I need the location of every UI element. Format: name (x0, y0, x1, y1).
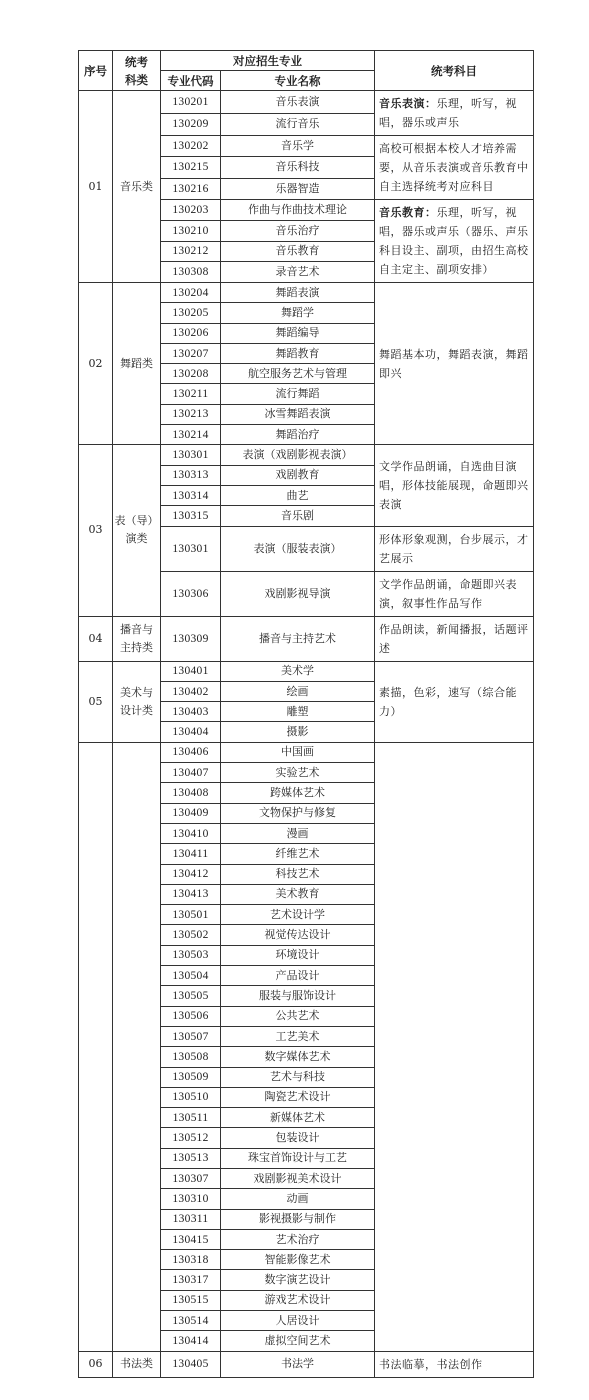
major-name: 音乐教育 (221, 241, 375, 262)
subjects-text: 形体形象观测，台步展示，才艺展示 (379, 532, 529, 565)
major-name: 包装设计 (221, 1128, 375, 1148)
major-name: 虚拟空间艺术 (221, 1331, 375, 1351)
subjects-cell (375, 661, 534, 742)
major-code: 130301 (161, 445, 221, 465)
seq-cell: 06 (79, 1351, 113, 1377)
subjects-cell (375, 200, 534, 283)
major-code: 130208 (161, 364, 221, 384)
seq-cell: 05 (79, 661, 113, 742)
major-name: 服装与服饰设计 (221, 986, 375, 1006)
major-name: 音乐表演 (221, 91, 375, 114)
category-cell (113, 91, 161, 283)
major-name: 跨媒体艺术 (221, 783, 375, 803)
major-name: 人居设计 (221, 1311, 375, 1331)
major-code: 130505 (161, 986, 221, 1006)
major-code: 130201 (161, 91, 221, 114)
category-line: 美术与 (120, 685, 153, 699)
category-line: 设计类 (120, 703, 153, 717)
subjects-cell (375, 526, 534, 571)
category-cell (113, 283, 161, 445)
major-name: 艺术设计学 (221, 905, 375, 925)
major-code: 130214 (161, 425, 221, 445)
major-name: 艺术治疗 (221, 1229, 375, 1249)
major-code: 130405 (161, 1351, 221, 1377)
major-code: 130309 (161, 616, 221, 661)
major-code: 130414 (161, 1331, 221, 1351)
subjects-cell (375, 571, 534, 616)
subjects-bold-label: 音乐教育： (379, 206, 437, 219)
major-code: 130413 (161, 884, 221, 904)
major-name: 美术学 (221, 661, 375, 681)
major-name: 作曲与作曲技术理论 (221, 200, 375, 221)
major-code: 130212 (161, 241, 221, 262)
major-name: 新媒体艺术 (221, 1108, 375, 1128)
major-name: 纤维艺术 (221, 844, 375, 864)
category-line: 演类 (125, 532, 148, 546)
header-category (113, 51, 161, 91)
major-name: 绘画 (221, 681, 375, 701)
major-code: 130514 (161, 1311, 221, 1331)
table-row (79, 91, 534, 114)
subjects-text: 文学作品朗诵，自选曲目演唱，形体技能展现，命题即兴表演 (379, 459, 529, 511)
major-code: 130504 (161, 966, 221, 986)
category-line: 表（导） (114, 514, 159, 528)
major-code: 130318 (161, 1250, 221, 1270)
subjects-cell (375, 91, 534, 136)
subjects-text: 作品朗读，新闻播报，话题评述 (379, 622, 529, 655)
seq-cell: 02 (79, 283, 113, 445)
table-row (79, 1351, 534, 1377)
major-name: 游戏艺术设计 (221, 1290, 375, 1310)
major-code: 130216 (161, 178, 221, 199)
major-code: 130412 (161, 864, 221, 884)
major-code: 130404 (161, 722, 221, 742)
major-name: 舞蹈教育 (221, 343, 375, 363)
major-name: 数字演艺设计 (221, 1270, 375, 1290)
major-name: 产品设计 (221, 966, 375, 986)
major-name: 艺术与科技 (221, 1067, 375, 1087)
header-category-line2: 科类 (125, 72, 148, 87)
major-code: 130411 (161, 844, 221, 864)
major-code: 130313 (161, 465, 221, 485)
major-name: 动画 (221, 1189, 375, 1209)
subjects-text: 文学作品朗诵，命题即兴表演，叙事性作品写作 (379, 577, 517, 610)
table-body (79, 91, 534, 1378)
major-name: 环境设计 (221, 945, 375, 965)
major-code: 130409 (161, 803, 221, 823)
subjects-cell (375, 445, 534, 526)
major-name: 音乐学 (221, 136, 375, 157)
major-name: 戏剧影视美术设计 (221, 1168, 375, 1188)
major-name: 陶瓷艺术设计 (221, 1087, 375, 1107)
major-name: 戏剧影视导演 (221, 571, 375, 616)
category-line: 主持类 (120, 640, 153, 654)
major-code: 130202 (161, 136, 221, 157)
major-name: 音乐剧 (221, 506, 375, 526)
major-code: 130406 (161, 742, 221, 762)
major-code: 130502 (161, 925, 221, 945)
major-code: 130215 (161, 157, 221, 178)
major-name: 实验艺术 (221, 763, 375, 783)
major-name: 舞蹈学 (221, 303, 375, 323)
major-name: 录音艺术 (221, 262, 375, 283)
major-code: 130209 (161, 113, 221, 136)
subjects-cell (375, 283, 534, 445)
category-line: 书法类 (120, 1357, 153, 1371)
table-row (79, 742, 534, 762)
major-code: 130509 (161, 1067, 221, 1087)
major-name: 书法学 (221, 1351, 375, 1377)
table-row (79, 616, 534, 661)
major-code: 130205 (161, 303, 221, 323)
seq-cell: 01 (79, 91, 113, 283)
seq-cell-empty (79, 742, 113, 1351)
major-name: 流行音乐 (221, 113, 375, 136)
subjects-bold-label: 音乐表演： (379, 97, 437, 110)
header-seq: 序号 (79, 51, 113, 91)
category-cell (113, 445, 161, 616)
category-line: 音乐类 (120, 179, 153, 193)
major-name: 公共艺术 (221, 1006, 375, 1026)
major-name: 播音与主持艺术 (221, 616, 375, 661)
subjects-cell-empty (375, 742, 534, 1351)
major-code: 130314 (161, 485, 221, 505)
major-name: 智能影像艺术 (221, 1250, 375, 1270)
major-name: 科技艺术 (221, 864, 375, 884)
category-cell (113, 616, 161, 661)
major-code: 130315 (161, 506, 221, 526)
major-code: 130213 (161, 404, 221, 424)
major-code: 130307 (161, 1168, 221, 1188)
subjects-text: 素描，色彩，速写（综合能力） (379, 685, 517, 718)
major-name: 漫画 (221, 823, 375, 843)
major-code: 130415 (161, 1229, 221, 1249)
major-name: 音乐科技 (221, 157, 375, 178)
major-code: 130401 (161, 661, 221, 681)
major-code: 130306 (161, 571, 221, 616)
major-name: 表演（戏剧影视表演） (221, 445, 375, 465)
major-name: 音乐治疗 (221, 220, 375, 241)
major-name: 珠宝首饰设计与工艺 (221, 1148, 375, 1168)
major-name: 中国画 (221, 742, 375, 762)
header-code: 专业代码 (161, 71, 221, 91)
major-code: 130512 (161, 1128, 221, 1148)
major-name: 舞蹈治疗 (221, 425, 375, 445)
subjects-text: 乐理，听写，视唱，器乐或声乐（器乐、声乐科目设主、副项，由招生高校自主定主、副项安排） (379, 206, 529, 276)
major-code: 130410 (161, 823, 221, 843)
subjects-text: 高校可根据本校人才培养需要，从音乐表演或音乐教育中自主选择统考对应科目 (379, 142, 529, 193)
major-code: 130507 (161, 1026, 221, 1046)
major-name: 曲艺 (221, 485, 375, 505)
major-code: 130301 (161, 526, 221, 571)
major-name: 数字媒体艺术 (221, 1047, 375, 1067)
seq-cell: 03 (79, 445, 113, 616)
major-name: 摄影 (221, 722, 375, 742)
major-name: 影视摄影与制作 (221, 1209, 375, 1229)
major-code: 130207 (161, 343, 221, 363)
major-code: 130510 (161, 1087, 221, 1107)
major-code: 130403 (161, 702, 221, 722)
major-name: 流行舞蹈 (221, 384, 375, 404)
major-code: 130506 (161, 1006, 221, 1026)
subjects-text: 舞蹈基本功，舞蹈表演，舞蹈即兴 (379, 347, 529, 380)
major-code: 130513 (161, 1148, 221, 1168)
header-name: 专业名称 (221, 71, 375, 91)
major-name: 美术教育 (221, 884, 375, 904)
category-cell (113, 1351, 161, 1377)
major-code: 130511 (161, 1108, 221, 1128)
subjects-text: 书法临摹，书法创作 (379, 1357, 483, 1371)
major-name: 舞蹈编导 (221, 323, 375, 343)
major-name: 戏剧教育 (221, 465, 375, 485)
table-row (79, 283, 534, 303)
exam-subject-table (78, 50, 534, 1378)
major-name: 工艺美术 (221, 1026, 375, 1046)
subjects-text: 乐理，听写，视唱，器乐或声乐 (379, 97, 517, 129)
category-cell (113, 661, 161, 742)
major-name: 航空服务艺术与管理 (221, 364, 375, 384)
major-code: 130408 (161, 783, 221, 803)
major-code: 130310 (161, 1189, 221, 1209)
major-name: 乐器智造 (221, 178, 375, 199)
major-code: 130515 (161, 1290, 221, 1310)
major-name: 冰雪舞蹈表演 (221, 404, 375, 424)
seq-cell: 04 (79, 616, 113, 661)
category-line: 播音与 (120, 622, 153, 636)
major-name: 视觉传达设计 (221, 925, 375, 945)
major-code: 130204 (161, 283, 221, 303)
major-code: 130407 (161, 763, 221, 783)
major-code: 130203 (161, 200, 221, 221)
table-row (79, 661, 534, 681)
major-name: 舞蹈表演 (221, 283, 375, 303)
major-name: 雕塑 (221, 702, 375, 722)
major-code: 130501 (161, 905, 221, 925)
table-row (79, 445, 534, 465)
major-code: 130508 (161, 1047, 221, 1067)
header-major-group: 对应招生专业 (161, 51, 375, 71)
subjects-cell (375, 1351, 534, 1377)
major-code: 130311 (161, 1209, 221, 1229)
major-code: 130317 (161, 1270, 221, 1290)
header-category-line1: 统考 (125, 54, 148, 69)
major-name: 表演（服装表演） (221, 526, 375, 571)
major-code: 130503 (161, 945, 221, 965)
major-code: 130211 (161, 384, 221, 404)
category-line: 舞蹈类 (120, 356, 153, 370)
subjects-cell (375, 616, 534, 661)
major-code: 130210 (161, 220, 221, 241)
major-name: 文物保护与修复 (221, 803, 375, 823)
header-subjects: 统考科目 (375, 51, 534, 91)
major-code: 130402 (161, 681, 221, 701)
subjects-cell (375, 136, 534, 200)
category-cell-empty (113, 742, 161, 1351)
major-code: 130206 (161, 323, 221, 343)
major-code: 130308 (161, 262, 221, 283)
